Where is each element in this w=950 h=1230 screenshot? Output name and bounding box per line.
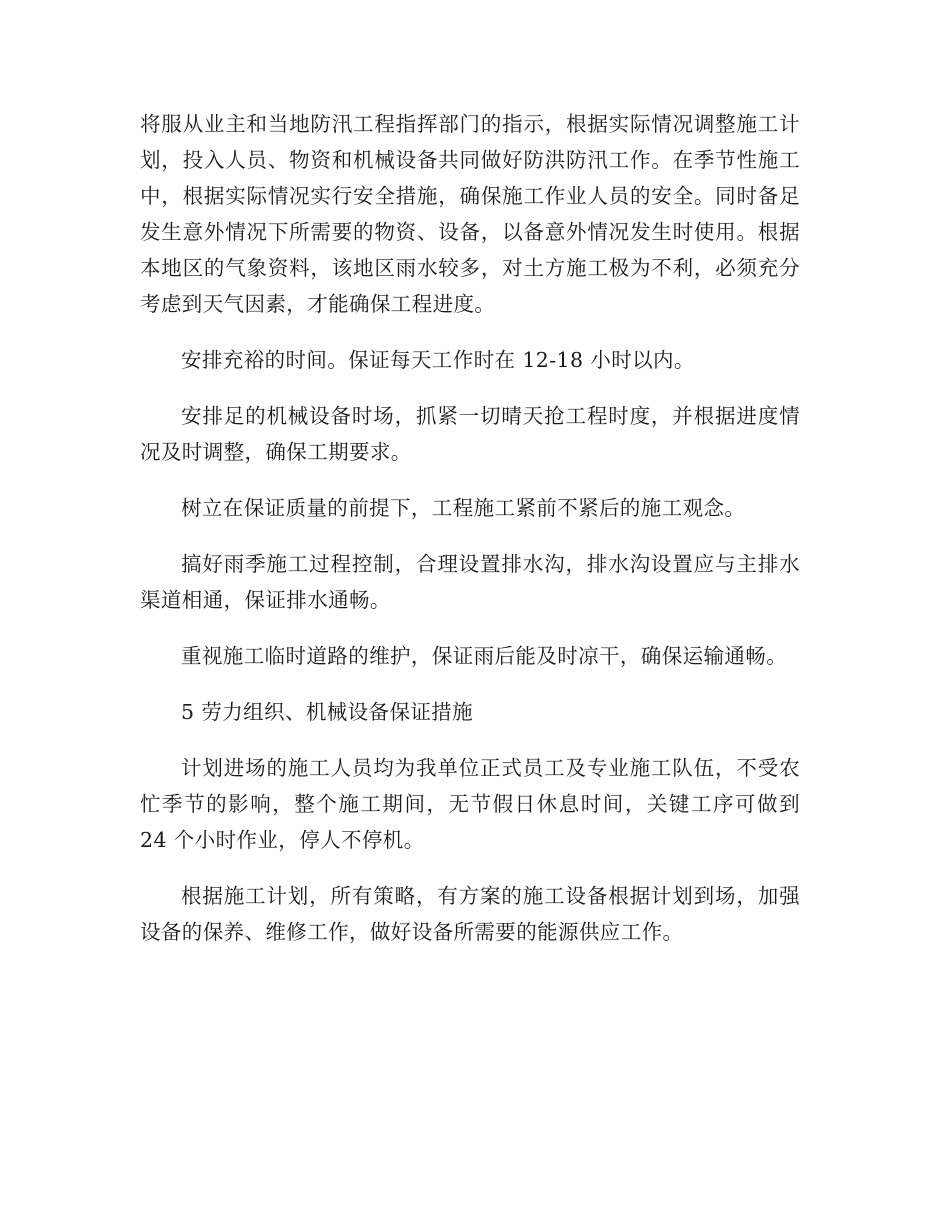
paragraph-construction-concept: 树立在保证质量的前提下，工程施工紧前不紧后的施工观念。 — [181, 496, 746, 520]
paragraph-rainy-season-drainage: 搞好雨季施工过程控制，合理设置排水沟，排水沟设置应与主排水渠道相通，保证排水通畅。 — [140, 552, 800, 612]
paragraph-machinery-schedule: 安排足的机械设备时场，抓紧一切晴天抢工程时度，并根据进度情况及时调整，确保工期要求。 — [140, 404, 800, 464]
paragraph-equipment-maintenance: 根据施工计划，所有策略，有方案的施工设备根据计划到场，加强设备的保养、维修工作，做好设备所需要的能源供应工作。 — [140, 884, 800, 944]
paragraph-working-hours: 安排充裕的时间。保证每天工作时在 12-18 小时以内。 — [181, 348, 695, 372]
document-body — [140, 106, 800, 970]
paragraph-flood-control: 将服从业主和当地防汛工程指挥部门的指示，根据实际情况调整施工计划，投入人员、物资和机械设备共同做好防洪防汛工作。在季节性施工中，根据实际情况实行安全措施，确保施工作业人员的安全。同时备足发生意外情况下所需要的物资、设备，以备意外情况发生时使用。根据本地区的气象资料，该地区雨水较多，对土方施工极为不利，必须充分考虑到天气因素，才能确保工程进度。 — [140, 112, 800, 316]
paragraph-personnel: 计划进场的施工人员均为我单位正式员工及专业施工队伍，不受农忙季节的影响，整个施工期间，无节假日休息时间，关键工序可做到 24 个小时作业，停人不停机。 — [140, 756, 800, 852]
section-heading-labor-machinery: 5 劳力组织、机械设备保证措施 — [181, 700, 474, 724]
paragraph-road-maintenance: 重视施工临时道路的维护，保证雨后能及时凉干，确保运输通畅。 — [181, 644, 788, 668]
